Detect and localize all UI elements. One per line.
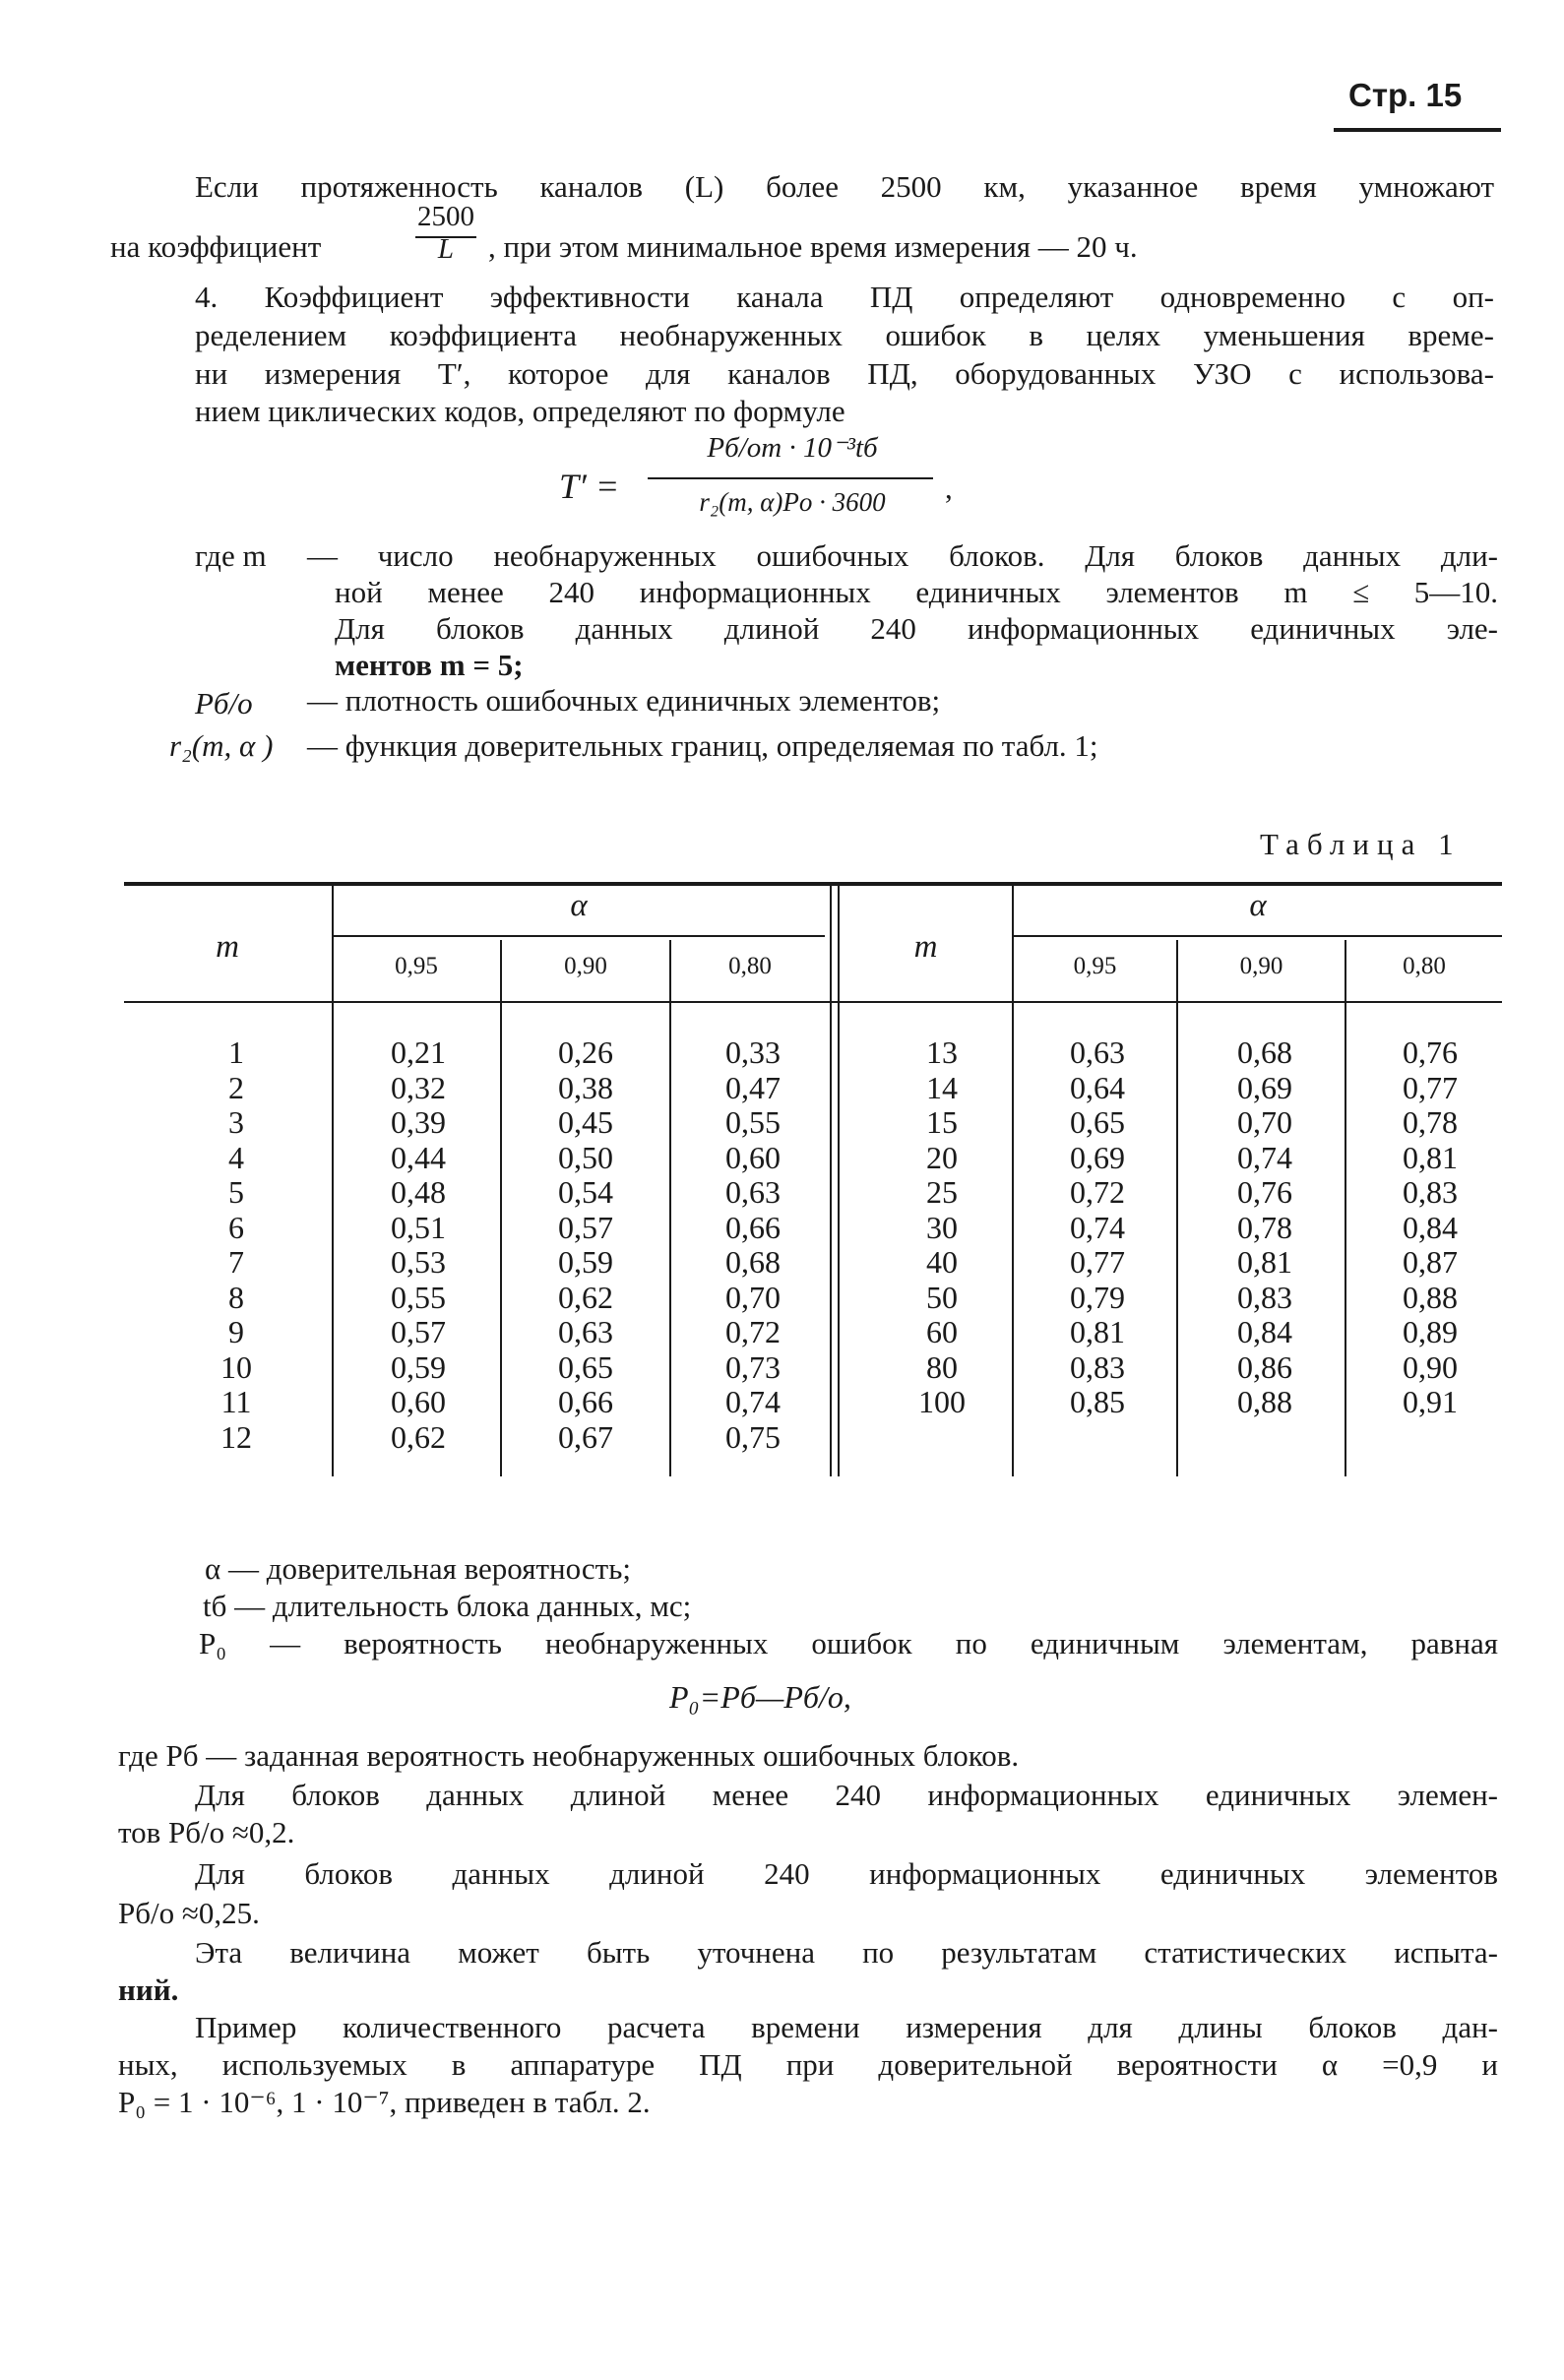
table-cell: 0,76: [1237, 1174, 1292, 1210]
table-cell: 0,75: [725, 1418, 781, 1455]
table-cell: 0,48: [391, 1174, 446, 1210]
table-cell: 25: [926, 1174, 958, 1210]
vrule-3: [669, 940, 671, 1476]
table-cell: 0,65: [558, 1348, 613, 1385]
where-m-def-4: ментов m = 5;: [335, 648, 524, 682]
intro-line-1: Если протяженность каналов (L) более 2500 км, указанное время умножают: [195, 169, 1494, 204]
table-cell: 0,66: [558, 1384, 613, 1419]
table-cell: 0,83: [1237, 1279, 1292, 1315]
table-cell: 0,69: [1237, 1069, 1292, 1105]
where-m-label: где m: [195, 538, 267, 573]
intro-line-2-pre: на коэффициент: [110, 229, 322, 264]
table-cell: 1: [228, 1034, 244, 1070]
table-cell: 0,73: [725, 1348, 781, 1385]
col-header-alpha-right: α: [1249, 888, 1267, 923]
table-cell: 9: [228, 1314, 244, 1349]
closing-line-7: Пример количественного расчета времени измерения для длины блоков дан-: [195, 2010, 1498, 2044]
table-cell: 0,83: [1403, 1174, 1458, 1210]
table-right-095-column: [1043, 1035, 1152, 1420]
table-cell: 0,65: [1070, 1104, 1125, 1140]
fraction-numerator: 2500: [417, 201, 474, 232]
table-cell: 0,47: [725, 1069, 781, 1105]
col-header-m-right: m: [913, 929, 938, 965]
table-cell: 0,38: [558, 1069, 613, 1105]
table-cell: 11: [220, 1384, 252, 1419]
def-p0: P₀ — вероятность необнаруженных ошибок по единичным элементам, равная: [199, 1626, 1498, 1660]
alpha-rule-left: [333, 935, 825, 937]
table-cell: 0,60: [391, 1384, 446, 1419]
table-cell: 0,32: [391, 1069, 446, 1105]
table-cell: 0,81: [1070, 1314, 1125, 1349]
closing-line-9: P₀ = 1 · 10⁻⁶, 1 · 10⁻⁷, приведен в табл. 2.: [118, 2085, 651, 2119]
table-top-rule: [124, 882, 1502, 886]
page-number: Стр. 15: [1348, 77, 1463, 113]
col-header-alpha-left: α: [570, 888, 588, 923]
table-cell: 0,89: [1403, 1314, 1458, 1349]
table-cell: 60: [926, 1314, 958, 1349]
table-caption: Таблица 1: [1260, 827, 1462, 861]
alpha-rule-right: [1014, 935, 1502, 937]
table-cell: 100: [918, 1384, 966, 1419]
table-cell: 0,74: [725, 1384, 781, 1419]
vrule-6: [1176, 940, 1178, 1476]
col-header-m-left: m: [216, 929, 239, 965]
table-cell: 7: [228, 1244, 244, 1280]
formula-numerator: Pб/оm · 10⁻³tб: [707, 432, 878, 464]
where-r-def: — функция доверительных границ, определяемая по табл. 1;: [307, 728, 1098, 763]
table-cell: 0,72: [725, 1314, 781, 1349]
def-tb: tб — длительность блока данных, мс;: [203, 1589, 692, 1623]
table-cell: 0,78: [1403, 1104, 1458, 1140]
table-cell: 12: [220, 1418, 252, 1455]
table-cell: 10: [220, 1348, 252, 1385]
para4-line-4: нием циклических кодов, определяют по формуле: [195, 394, 845, 428]
table-cell: 0,91: [1403, 1384, 1458, 1419]
table-cell: 0,83: [1070, 1348, 1125, 1385]
closing-line-1: Для блоков данных длиной менее 240 информационных единичных элемен-: [195, 1778, 1498, 1812]
col-header-090-left: 0,90: [564, 953, 607, 979]
table-cell: 0,55: [725, 1104, 781, 1140]
def-alpha: α — доверительная вероятность;: [205, 1551, 631, 1586]
table-cell: 0,66: [725, 1209, 781, 1245]
table-cell: 0,62: [391, 1418, 446, 1455]
table-header-rule: [124, 1001, 1502, 1003]
table-cell: 20: [926, 1139, 958, 1175]
table-cell: 0,57: [391, 1314, 446, 1349]
where-r-label: r₂(m, α ): [169, 728, 274, 763]
col-header-080-right: 0,80: [1403, 953, 1446, 979]
table-cell: 5: [228, 1174, 244, 1210]
vrule-2: [500, 940, 502, 1476]
table-left-080-column: [699, 1035, 807, 1455]
para4-line-2: ределением коэффициента необнаруженных ошибок в целях уменьшения време-: [195, 318, 1494, 352]
closing-line-3: Для блоков данных длиной 240 информационных единичных элементов: [195, 1856, 1498, 1891]
table-cell: 0,88: [1403, 1279, 1458, 1315]
table-cell: 50: [926, 1279, 958, 1315]
formula-lhs: T′ =: [559, 467, 620, 506]
formula-denominator: r₂(m, α)Pо · 3600: [699, 487, 886, 517]
table-cell: 0,78: [1237, 1209, 1292, 1245]
table-cell: 0,74: [1237, 1139, 1292, 1175]
table-cell: 0,81: [1403, 1139, 1458, 1175]
table-cell: 0,76: [1403, 1034, 1458, 1070]
where-m-def-1: — число необнаруженных ошибочных блоков. Для блоков данных дли-: [307, 538, 1498, 573]
table-cell: 0,44: [391, 1139, 446, 1175]
table-cell: 0,85: [1070, 1384, 1125, 1419]
table-right-080-column: [1376, 1035, 1484, 1420]
table-cell: 3: [228, 1104, 244, 1140]
table-cell: 0,63: [725, 1174, 781, 1210]
vrule-7: [1345, 940, 1346, 1476]
table-cell: 0,63: [1070, 1034, 1125, 1070]
table-cell: 0,50: [558, 1139, 613, 1175]
table-cell: 0,67: [558, 1418, 613, 1455]
table-cell: 0,53: [391, 1244, 446, 1280]
table-cell: 0,59: [391, 1348, 446, 1385]
where-m-def-2: ной менее 240 информационных единичных элементов m ≤ 5—10.: [335, 575, 1498, 609]
table-cell: 0,51: [391, 1209, 446, 1245]
table-cell: 0,87: [1403, 1244, 1458, 1280]
table-cell: 30: [926, 1209, 958, 1245]
intro-fraction: [404, 201, 488, 264]
header-rule: [1334, 128, 1501, 132]
table-cell: 2: [228, 1069, 244, 1105]
table-cell: 0,72: [1070, 1174, 1125, 1210]
table-cell: 0,59: [558, 1244, 613, 1280]
intro-line-2-post: , при этом минимальное время измерения — 20 ч.: [488, 229, 1138, 264]
vrule-4b: [838, 886, 840, 1476]
table-cell: 0,74: [1070, 1209, 1125, 1245]
where-p-label: Pб/о: [195, 686, 253, 720]
table-cell: 0,45: [558, 1104, 613, 1140]
table-cell: 0,63: [558, 1314, 613, 1349]
closing-line-5: Эта величина может быть уточнена по результатам статистических испыта-: [195, 1935, 1498, 1970]
table-cell: 0,90: [1403, 1348, 1458, 1385]
table-cell: 0,81: [1237, 1244, 1292, 1280]
def-pb: где Pб — заданная вероятность необнаруженных ошибочных блоков.: [118, 1738, 1020, 1773]
closing-line-4: Pб/о ≈0,25.: [118, 1896, 260, 1930]
table-cell: 8: [228, 1279, 244, 1315]
table-right-m-column: [888, 1035, 996, 1420]
table-cell: 13: [926, 1034, 958, 1070]
table-cell: 40: [926, 1244, 958, 1280]
table-cell: 0,57: [558, 1209, 613, 1245]
table-cell: 15: [926, 1104, 958, 1140]
table-cell: 0,84: [1237, 1314, 1292, 1349]
col-header-095-left: 0,95: [395, 953, 438, 979]
def-p0-formula: P₀=Pб—Pб/о,: [669, 1679, 851, 1715]
table-cell: 6: [228, 1209, 244, 1245]
col-header-090-right: 0,90: [1239, 953, 1283, 979]
table-cell: 0,77: [1403, 1069, 1458, 1105]
table-cell: 0,68: [725, 1244, 781, 1280]
table-left-090-column: [532, 1035, 640, 1455]
vrule-4a: [830, 886, 832, 1476]
table-cell: 0,21: [391, 1034, 446, 1070]
table-right-090-column: [1211, 1035, 1319, 1420]
closing-line-6: ний.: [118, 1973, 179, 2007]
col-header-080-left: 0,80: [728, 953, 772, 979]
table-left-095-column: [364, 1035, 472, 1455]
table-cell: 0,26: [558, 1034, 613, 1070]
where-p-def: — плотность ошибочных единичных элементов;: [307, 683, 941, 718]
table-cell: 0,69: [1070, 1139, 1125, 1175]
table-cell: 80: [926, 1348, 958, 1385]
table-cell: 4: [228, 1139, 244, 1175]
table-cell: 0,68: [1237, 1034, 1292, 1070]
fraction-bar: [415, 236, 476, 238]
formula-bar: [648, 477, 933, 479]
table-cell: 0,79: [1070, 1279, 1125, 1315]
table-cell: 14: [926, 1069, 958, 1105]
table-cell: 0,54: [558, 1174, 613, 1210]
table-cell: 0,39: [391, 1104, 446, 1140]
table-cell: 0,88: [1237, 1384, 1292, 1419]
table-left-m-column: [182, 1035, 290, 1455]
closing-line-8: ных, используемых в аппаратуре ПД при доверительной вероятности α =0,9 и: [118, 2047, 1498, 2082]
table-cell: 0,77: [1070, 1244, 1125, 1280]
where-m-def-3: Для блоков данных длиной 240 информационных единичных эле-: [335, 611, 1498, 646]
formula-comma: ,: [945, 470, 953, 505]
table-cell: 0,70: [1237, 1104, 1292, 1140]
para4-line-3: ни измерения T′, которое для каналов ПД, оборудованных УЗО с использова-: [195, 356, 1494, 391]
closing-line-2: тов Pб/о ≈0,2.: [118, 1815, 295, 1849]
table-cell: 0,33: [725, 1034, 781, 1070]
table-cell: 0,86: [1237, 1348, 1292, 1385]
table-cell: 0,84: [1403, 1209, 1458, 1245]
col-header-095-right: 0,95: [1073, 953, 1117, 979]
fraction-denominator: L: [437, 233, 455, 265]
table-cell: 0,55: [391, 1279, 446, 1315]
table-cell: 0,62: [558, 1279, 613, 1315]
para4-line-1: 4. Коэффициент эффективности канала ПД определяют одновременно с оп-: [195, 280, 1494, 314]
table-cell: 0,64: [1070, 1069, 1125, 1105]
table-cell: 0,70: [725, 1279, 781, 1315]
table-cell: 0,60: [725, 1139, 781, 1175]
